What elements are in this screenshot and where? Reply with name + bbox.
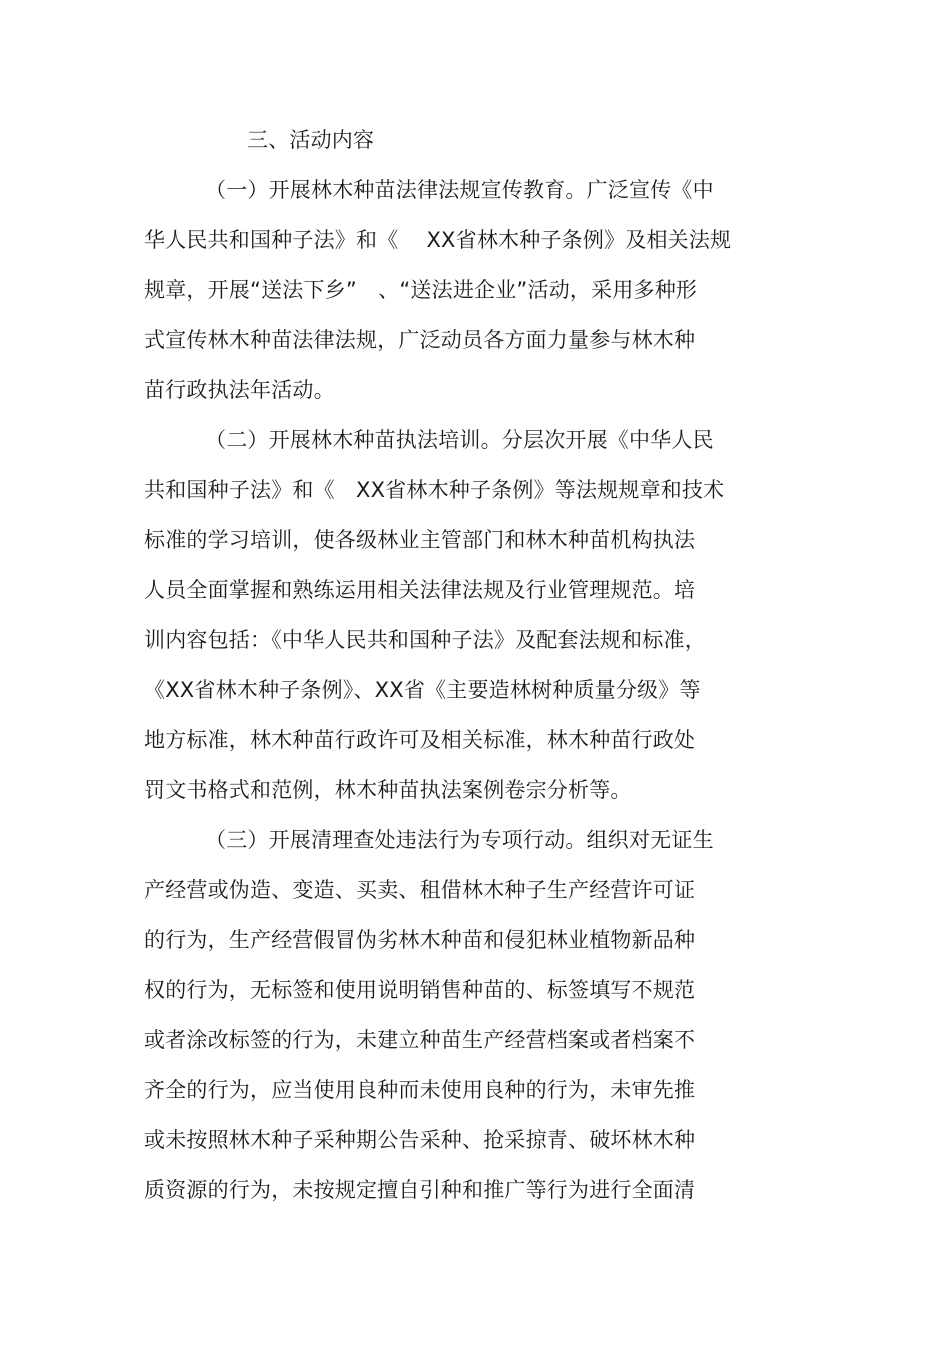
paragraph-2-line-3: 标准的学习培训，使各级林业主管部门和林木种苗机构执法 — [144, 528, 696, 552]
section-heading: 三、活动内容 — [247, 128, 375, 152]
paragraph-1-line-3: 规章，开展“送法下乡” 、“送法进企业”活动，采用多种形 — [144, 278, 698, 302]
paragraph-2-line-6: 《XX省林木种子条例》、XX省《主要造林树种质量分级》等 — [144, 678, 701, 702]
paragraph-3-line-8: 质资源的行为，未按规定擅自引种和推广等行为进行全面清 — [144, 1178, 696, 1202]
paragraph-3-line-1: （三）开展清理查处违法行为专项行动。组织对无证生 — [205, 828, 714, 852]
paragraph-2-line-2: 共和国种子法》和《 XX省林木种子条例》等法规规章和技术 — [144, 478, 725, 502]
paragraph-1-line-2: 华人民共和国种子法》和《 XX省林木种子条例》及相关法规 — [144, 228, 732, 252]
paragraph-3-line-6: 齐全的行为，应当使用良种而未使用良种的行为，未审先推 — [144, 1078, 696, 1102]
paragraph-2-line-5: 训内容包括：《中华人民共和国种子法》及配套法规和标准， — [144, 628, 706, 652]
paragraph-3-line-3: 的行为，生产经营假冒伪劣林木种苗和侵犯林业植物新品种 — [144, 928, 696, 952]
paragraph-2-line-8: 罚文书格式和范例，林木种苗执法案例卷宗分析等。 — [144, 778, 632, 802]
paragraph-1-line-4: 式宣传林木种苗法律法规，广泛动员各方面力量参与林木种 — [144, 328, 696, 352]
paragraph-2-line-7: 地方标准，林木种苗行政许可及相关标准，林木种苗行政处 — [144, 728, 696, 752]
paragraph-2-line-4: 人员全面掌握和熟练运用相关法律法规及行业管理规范。培 — [144, 578, 696, 602]
paragraph-3-line-5: 或者涂改标签的行为，未建立种苗生产经营档案或者档案不 — [144, 1028, 696, 1052]
paragraph-3-line-2: 产经营或伪造、变造、买卖、租借林木种子生产经营许可证 — [144, 878, 696, 902]
paragraph-2-line-1: （二）开展林木种苗执法培训。分层次开展《中华人民 — [205, 428, 714, 452]
paragraph-1-line-5: 苗行政执法年活动。 — [144, 378, 335, 402]
paragraph-3-line-7: 或未按照林木种子采种期公告采种、抢采掠青、破坏林木种 — [144, 1128, 696, 1152]
paragraph-3-line-4: 权的行为，无标签和使用说明销售种苗的、标签填写不规范 — [144, 978, 696, 1002]
paragraph-1-line-1: （一）开展林木种苗法律法规宣传教育。广泛宣传《中 — [205, 178, 714, 202]
